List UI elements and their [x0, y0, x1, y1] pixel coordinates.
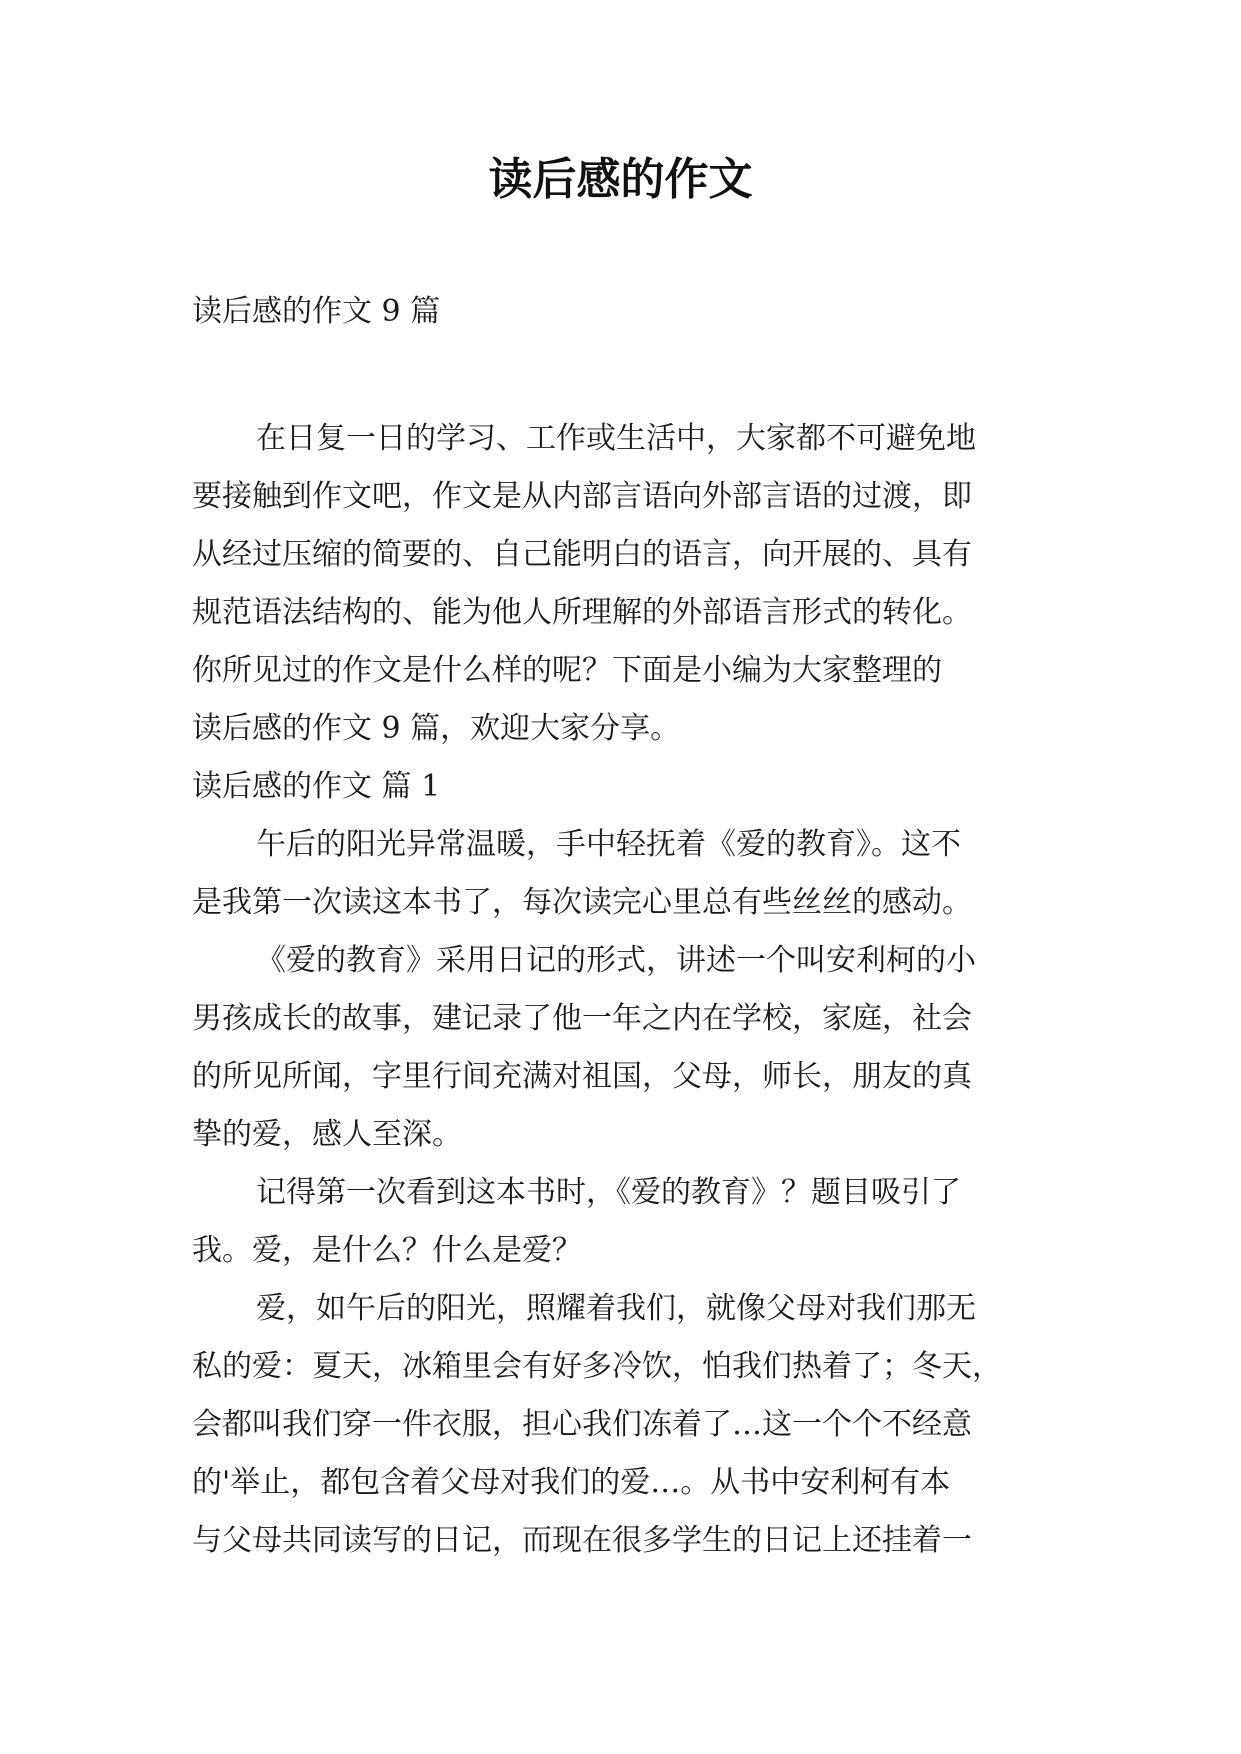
body-paragraph: 爱，如午后的阳光，照耀着我们，就像父母对我们那无 私的爱：夏天，冰箱里会有好多冷饮，怕我们热着了；冬天， 会都叫我们穿一件衣服，担心我们冻着了…这一个个不经意 的'举止，都包含着父母对我们的爱…。从书中安利柯有本 与父母共同读写的日记，而现在很多学生的日记上还挂着一	[192, 1291, 1002, 1558]
document-title: 读后感的作文	[488, 154, 753, 205]
intro-paragraph: 在日复一日的学习、工作或生活中，大家都不可避免地 要接触到作文吧，作文是从内部言语向外部言语的过渡，即 从经过压缩的简要的、自己能明白的语言，向开展的、具有 规范语法结构的、能为他人所理解的外部语言形式的转化。 你所见过的作文是什么样的呢？下面是小编为大家整理的 读后感的作文 9 篇，欢迎大家分享。	[192, 421, 976, 746]
document-subtitle: 读后感的作文 9 篇	[192, 294, 441, 329]
body-paragraph: 《爱的教育》采用日记的形式，讲述一个叫安利柯的小 男孩成长的故事，建记录了他一年之内在学校，家庭，社会 的所见所闻，字里行间充满对祖国，父母，师长，朋友的真 挚的爱，感人至深。	[192, 943, 976, 1152]
body-paragraph: 午后的阳光异常温暖，手中轻抚着《爱的教育》。这不 是我第一次读这本书了，每次读完心里总有些丝丝的感动。	[192, 827, 972, 920]
section-heading: 读后感的作文 篇 1	[192, 769, 441, 804]
body-paragraph: 记得第一次看到这本书时，《爱的教育》？题目吸引了 我。爱，是什么？什么是爱？	[192, 1175, 961, 1268]
document-body	[192, 410, 1060, 1570]
